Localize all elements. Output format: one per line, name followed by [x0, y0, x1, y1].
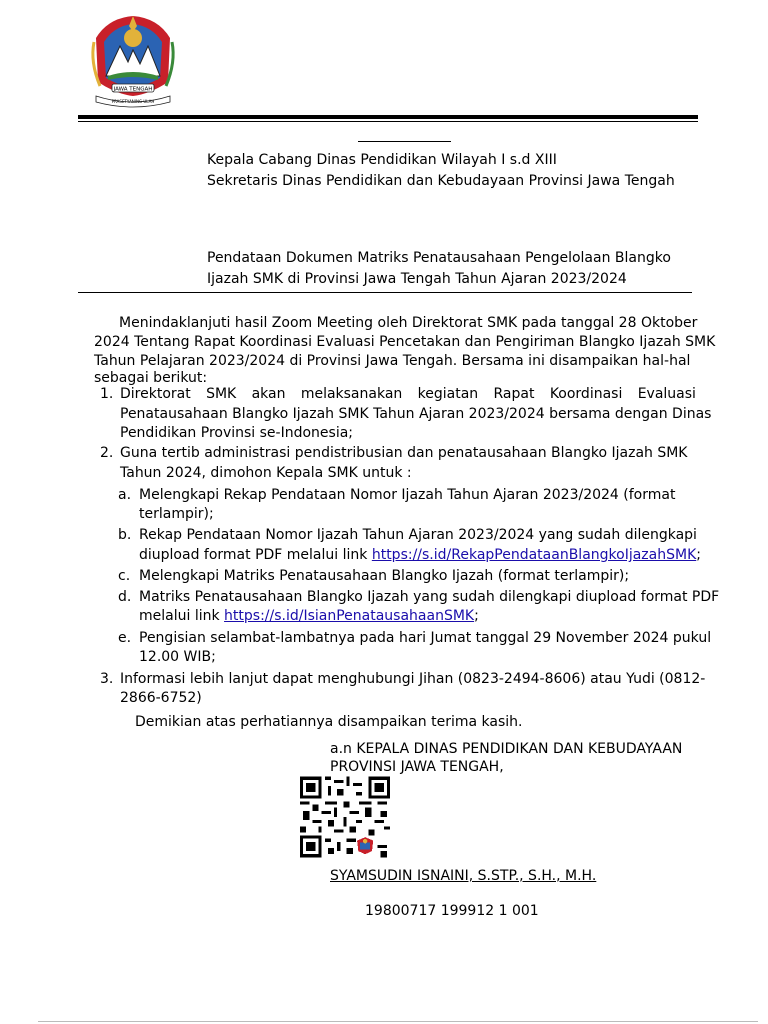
intro-line-2: 2024 Tentang Rapat Koordinasi Evaluasi Pencetakan dan Pengiriman Blangko Ijazah SMK: [94, 334, 716, 350]
subitem-a-line-1: Melengkapi Rekap Pendataan Nomor Ijazah Tahun Ajaran 2023/2024 (format: [139, 487, 676, 503]
item-2-line-2: Tahun 2024, dimohon Kepala SMK untuk :: [120, 465, 412, 481]
item-1-word: Rapat: [493, 386, 535, 402]
subject-rule: [78, 292, 692, 293]
item-1-word: Direktorat: [120, 386, 191, 402]
intro-line-3: Tahun Pelajaran 2023/2024 di Provinsi Jawa Tengah. Bersama ini disampaikan hal-hal: [94, 353, 691, 369]
item-1-line-1-words: [120, 384, 696, 404]
signatory-name: SYAMSUDIN ISNAINI, S.STP., S.H., M.H.: [330, 868, 597, 884]
item-1-word: Evaluasi: [637, 386, 696, 402]
header-rule-thin: [78, 121, 698, 122]
subject-line-2: Ijazah SMK di Provinsi Jawa Tengah Tahun Ajaran 2023/2024: [207, 271, 627, 287]
svg-text:PRASETYANING ULAH: PRASETYANING ULAH: [111, 99, 155, 104]
rekap-pendataan-link[interactable]: https://s.id/RekapPendataanBlangkoIjazahSMK: [371, 547, 697, 563]
intro-line-1: Menindaklanjuti hasil Zoom Meeting oleh Direktorat SMK pada tanggal 28 Oktober: [119, 315, 698, 331]
subitem-e-mark: e.: [118, 630, 132, 646]
item-1-number: 1.: [100, 386, 114, 402]
recipient-line-1: Kepala Cabang Dinas Pendidikan Wilayah I s.d XIII: [207, 152, 557, 168]
subitem-e-line-1: Pengisian selambat-lambatnya pada hari Jumat tanggal 29 November 2024 pukul: [139, 630, 712, 646]
intro-line-4: sebagai berikut:: [94, 370, 208, 386]
svg-text:JAWA TENGAH: JAWA TENGAH: [113, 86, 153, 93]
subitem-b-line-2: [139, 545, 701, 565]
item-1-line-3: Pendidikan Provinsi se-Indonesia;: [120, 425, 354, 441]
item-1-word: Koordinasi: [549, 386, 623, 402]
subitem-a-mark: a.: [118, 487, 132, 503]
recipient-line-2: Sekretaris Dinas Pendidikan dan Kebudayaan Provinsi Jawa Tengah: [207, 173, 675, 189]
item-1-line-1: [120, 384, 696, 404]
signatory-nip: 19800717 199912 1 001: [365, 903, 539, 919]
subitem-a-line-2: terlampir);: [139, 506, 214, 522]
subject-line-1: Pendataan Dokumen Matriks Penatausahaan Pengelolaan Blangko: [207, 250, 671, 266]
jawa-tengah-logo: [88, 12, 178, 108]
subitem-d-line-2-end: ;: [474, 608, 479, 624]
subitem-b-line-2-end: ;: [696, 547, 701, 563]
item-3-line-1: Informasi lebih lanjut dapat menghubungi Jihan (0823-2494-8606) atau Yudi (0812-: [120, 671, 706, 687]
signature-line-2: PROVINSI JAWA TENGAH,: [330, 759, 504, 775]
signature-line-1: a.n KEPALA DINAS PENDIDIKAN DAN KEBUDAYAAN: [330, 741, 683, 757]
item-2-number: 2.: [100, 445, 114, 461]
subitem-b-mark: b.: [118, 527, 132, 543]
subitem-d-line-2: [139, 606, 479, 626]
item-1-line-2: Penatausahaan Blangko Ijazah SMK Tahun Ajaran 2023/2024 bersama dengan Dinas: [120, 406, 712, 422]
signature-qr-code: [300, 776, 390, 858]
item-2-line-1: Guna tertib administrasi pendistribusian dan penatausahaan Blangko Ijazah SMK: [120, 445, 688, 461]
item-1-word: SMK: [206, 386, 237, 402]
isian-penatausahaan-link[interactable]: https://s.id/IsianPenatausahaanSMK: [224, 608, 475, 624]
item-1-word: kegiatan: [417, 386, 479, 402]
page-bottom-rule: [38, 1021, 758, 1022]
subitem-d-mark: d.: [118, 589, 132, 605]
item-3-number: 3.: [100, 671, 114, 687]
closing-text: Demikian atas perhatiannya disampaikan terima kasih.: [135, 714, 523, 730]
subitem-e-line-2: 12.00 WIB;: [139, 649, 216, 665]
header-rule-thick: [78, 115, 698, 119]
subitem-d-line-2-text: melalui link: [139, 608, 225, 624]
short-rule: [358, 141, 451, 142]
subitem-b-line-1: Rekap Pendataan Nomor Ijazah Tahun Ajaran 2023/2024 yang sudah dilengkapi: [139, 527, 697, 543]
item-3-line-2: 2866-6752): [120, 690, 202, 706]
item-1-word: akan: [251, 386, 286, 402]
subitem-c-mark: c.: [118, 568, 131, 584]
item-1-word: melaksanakan: [300, 386, 403, 402]
subitem-d-line-1: Matriks Penatausahaan Blangko Ijazah yang sudah dilengkapi diupload format PDF: [139, 589, 720, 605]
subitem-c-line-1: Melengkapi Matriks Penatausahaan Blangko Ijazah (format terlampir);: [139, 568, 630, 584]
subitem-b-line-2-text: diupload format PDF melalui link: [139, 547, 372, 563]
